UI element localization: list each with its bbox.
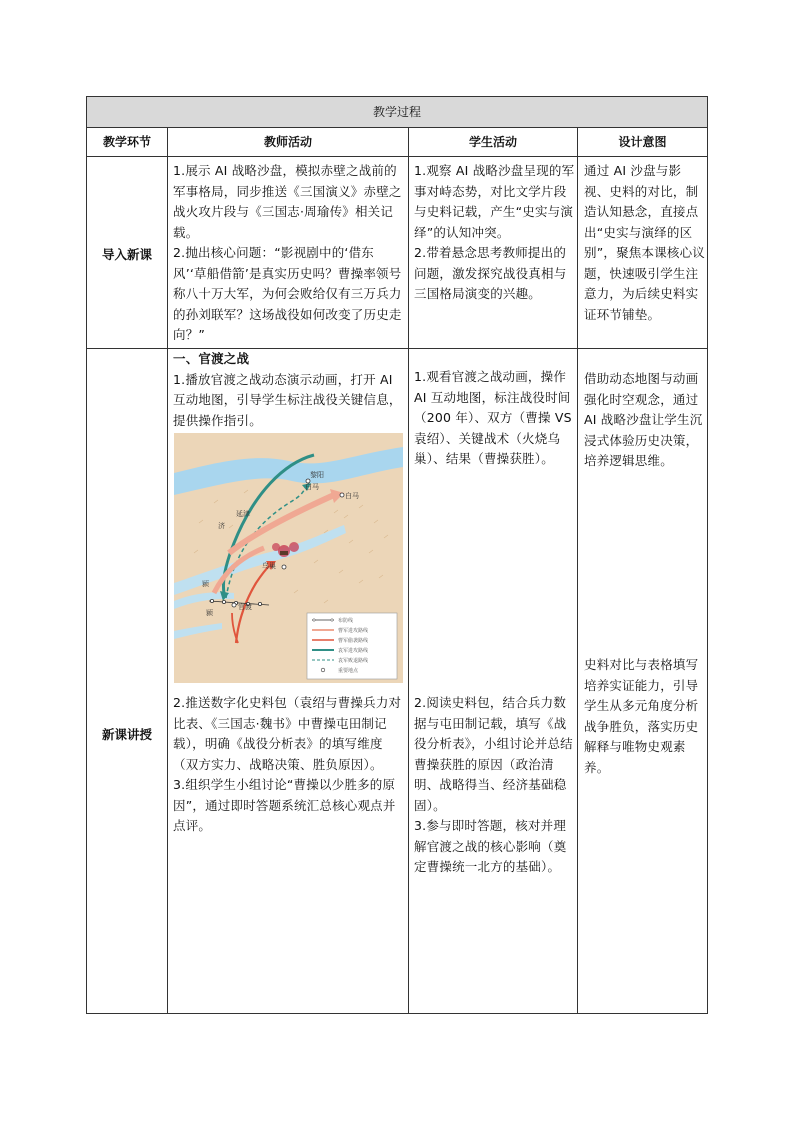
teacher-lesson-item-3: 3.组织学生小组讨论“曹操以少胜多的原因”，通过即时答题系统汇总核心观点并点评。	[173, 777, 396, 833]
place-marker	[340, 493, 344, 497]
legend-yuan-retreat: 袁军败退路线	[338, 658, 369, 664]
place-wuchao: 乌巢	[262, 562, 276, 570]
student-activity-lesson-1: 1.观看官渡之战动画，操作 AI 互动地图，标注战役时间（200 年）、双方（曹操 VS 袁绍）、关键战术（火烧乌巢）、结果（曹操获胜）。	[414, 369, 572, 466]
teacher-intro-item-1: 1.展示 AI 战略沙盘，模拟赤壁之战前的军事格局，同步推送《三国演义》赤壁之战火攻片段与《三国志·周瑜传》相关记载。	[173, 163, 402, 240]
student-lesson-item-2: 2.阅读史料包，结合兵力数据与屯田制记载，填写《战役分析表》，小组讨论并总结曹操获胜的原因（政治清明、战略得当、经济基础稳固）。	[414, 695, 573, 813]
design-intent-lesson-1: 借助动态地图与动画强化时空观念，通过 AI 战略沙盘让学生沉浸式体验历史决策，培养逻辑思维。	[584, 371, 703, 468]
header-student: 学生活动	[409, 128, 577, 157]
place-liyang: 黎阳	[310, 471, 324, 479]
column-divider	[408, 128, 409, 1013]
teacher-lesson-item-2: 2.推送数字化史料包（袁绍与曹操兵力对比表、《三国志·魏书》中曹操屯田制记载），明确《战役分析表》的填写维度（双方实力、战略决策、胜负原因）。	[173, 695, 402, 772]
place-baima-1: 白马	[305, 483, 319, 491]
teacher-intro-item-2: 2.抛出核心问题：“影视剧中的‘借东风’‘草船借箭’是真实历史吗？曹操率领号称八十万大军，为何会败给仅有三万兵力的孙刘联军？这场战役如何改变了历史走向？”	[173, 245, 402, 342]
student-intro-item-1: 1.观察 AI 战略沙盘呈现的军事对峙态势，对比文学片段与史料记载，产生“史实与演绎”的认知冲突。	[414, 163, 575, 240]
map-legend	[307, 613, 397, 679]
stage-new-lesson: 新课讲授	[101, 727, 152, 742]
place-marker	[282, 565, 286, 569]
place-yanjin: 延津	[236, 510, 250, 518]
teacher-activity-intro	[173, 161, 405, 346]
table-title: 教学过程	[87, 97, 707, 128]
column-divider	[577, 128, 578, 1013]
place-marker	[232, 603, 236, 607]
section-heading: 一、官渡之战	[173, 351, 250, 366]
teacher-activity-lesson-top	[173, 349, 405, 431]
header-stage: 教学环节	[87, 128, 167, 157]
header-teacher: 教师活动	[168, 128, 408, 157]
header-intent: 设计意图	[578, 128, 707, 157]
teaching-process-table	[86, 96, 708, 1014]
place-guandu: 官渡	[238, 603, 252, 611]
river-label-ji: 济	[218, 522, 225, 530]
legend-defense: 布防线	[338, 618, 354, 624]
student-activity-intro	[414, 161, 576, 305]
student-intro-item-2: 2.带着悬念思考教师提出的问题，激发探究战役真相与三国格局演变的兴趣。	[414, 245, 567, 301]
river-label-ying-2: 颍	[206, 609, 213, 617]
guandu-battle-map	[174, 433, 403, 683]
legend-yuan-attack: 袁军进攻路线	[338, 648, 369, 654]
legend-cao-raid: 曹军偷袭路线	[338, 638, 369, 644]
teacher-activity-lesson-bottom	[173, 693, 405, 837]
legend-key-place: 重要地点	[338, 668, 359, 674]
legend-cao-attack: 曹军进攻路线	[338, 628, 369, 634]
stage-intro: 导入新课	[101, 247, 152, 262]
river-label-ying-1: 颍	[202, 580, 209, 588]
place-baima-2: 白马	[345, 492, 359, 500]
teacher-lesson-item-1: 1.播放官渡之战动态演示动画，打开 AI 互动地图，引导学生标注战役关键信息，提供操作指引。	[173, 371, 402, 428]
column-divider	[167, 128, 168, 1013]
battle-map-graphic	[174, 433, 403, 683]
student-lesson-item-3: 3.参与即时答题，核对并理解官渡之战的核心影响（奠定曹操统一北方的基础）。	[414, 818, 567, 874]
design-intent-lesson-2: 史料对比与表格填写培养实证能力，引导学生从多元角度分析战争胜负，落实历史解释与唯物史观素养。	[584, 657, 699, 775]
student-activity-lesson-2	[414, 693, 576, 878]
design-intent-intro: 通过 AI 沙盘与影视、史料的对比，制造认知悬念，直接点出“史实与演绎的区别”，聚焦本课核心议题，快速吸引学生注意力，为后续史料实证环节铺垫。	[584, 163, 705, 322]
